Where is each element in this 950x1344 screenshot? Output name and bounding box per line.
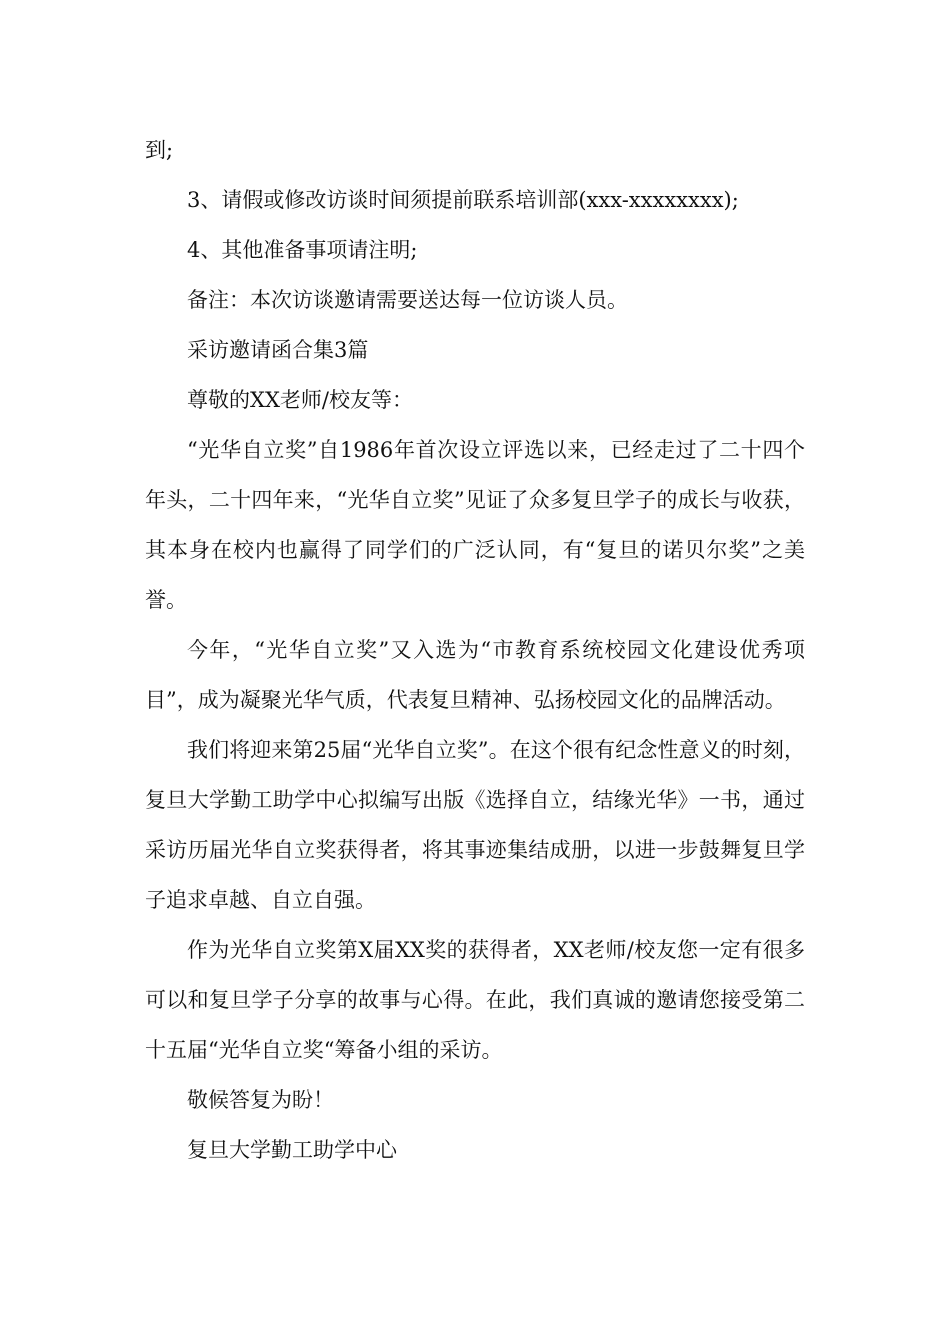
paragraph-item-4: 4、其他准备事项请注明;	[187, 238, 418, 262]
closing-line: 敬候答复为盼！	[187, 1088, 334, 1112]
paragraph-25th: 我们将迎来第25届“光华自立奖”。在这个很有纪念性意义的时刻，复旦大学勤工助学中心拟编写出版《选择自立，结缘光华》一书，通过采访历届光华自立奖获得者，将其事迹集结成册，以进一步鼓舞复旦学子追求卓越、自立自强。	[145, 738, 805, 912]
paragraph-intro: “光华自立奖”自1986年首次设立评选以来，已经走过了二十四个年头，二十四年来，“光华自立奖”见证了众多复旦学子的成长与收获，其本身在校内也赢得了同学们的广泛认同，有“复旦的诺贝尔奖”之美誉。	[145, 438, 805, 612]
document-body	[145, 125, 805, 1175]
paragraph-item-3: 3、请假或修改访谈时间须提前联系培训部(xxx-xxxxxxxx);	[187, 188, 739, 212]
section-heading: 采访邀请函合集3篇	[187, 338, 369, 362]
paragraph-this-year: 今年，“光华自立奖”又入选为“市教育系统校园文化建设优秀项目”，成为凝聚光华气质，代表复旦精神、弘扬校园文化的品牌活动。	[145, 638, 805, 712]
paragraph-continuation: 到;	[145, 138, 174, 162]
paragraph-invitation: 作为光华自立奖第X届XX奖的获得者，XX老师/校友您一定有很多可以和复旦学子分享的故事与心得。在此，我们真诚的邀请您接受第二十五届“光华自立奖“筹备小组的采访。	[145, 938, 805, 1062]
paragraph-note: 备注：本次访谈邀请需要送达每一位访谈人员。	[187, 288, 628, 312]
signature-organization: 复旦大学勤工助学中心	[187, 1138, 397, 1162]
salutation: 尊敬的XX老师/校友等：	[187, 388, 413, 412]
